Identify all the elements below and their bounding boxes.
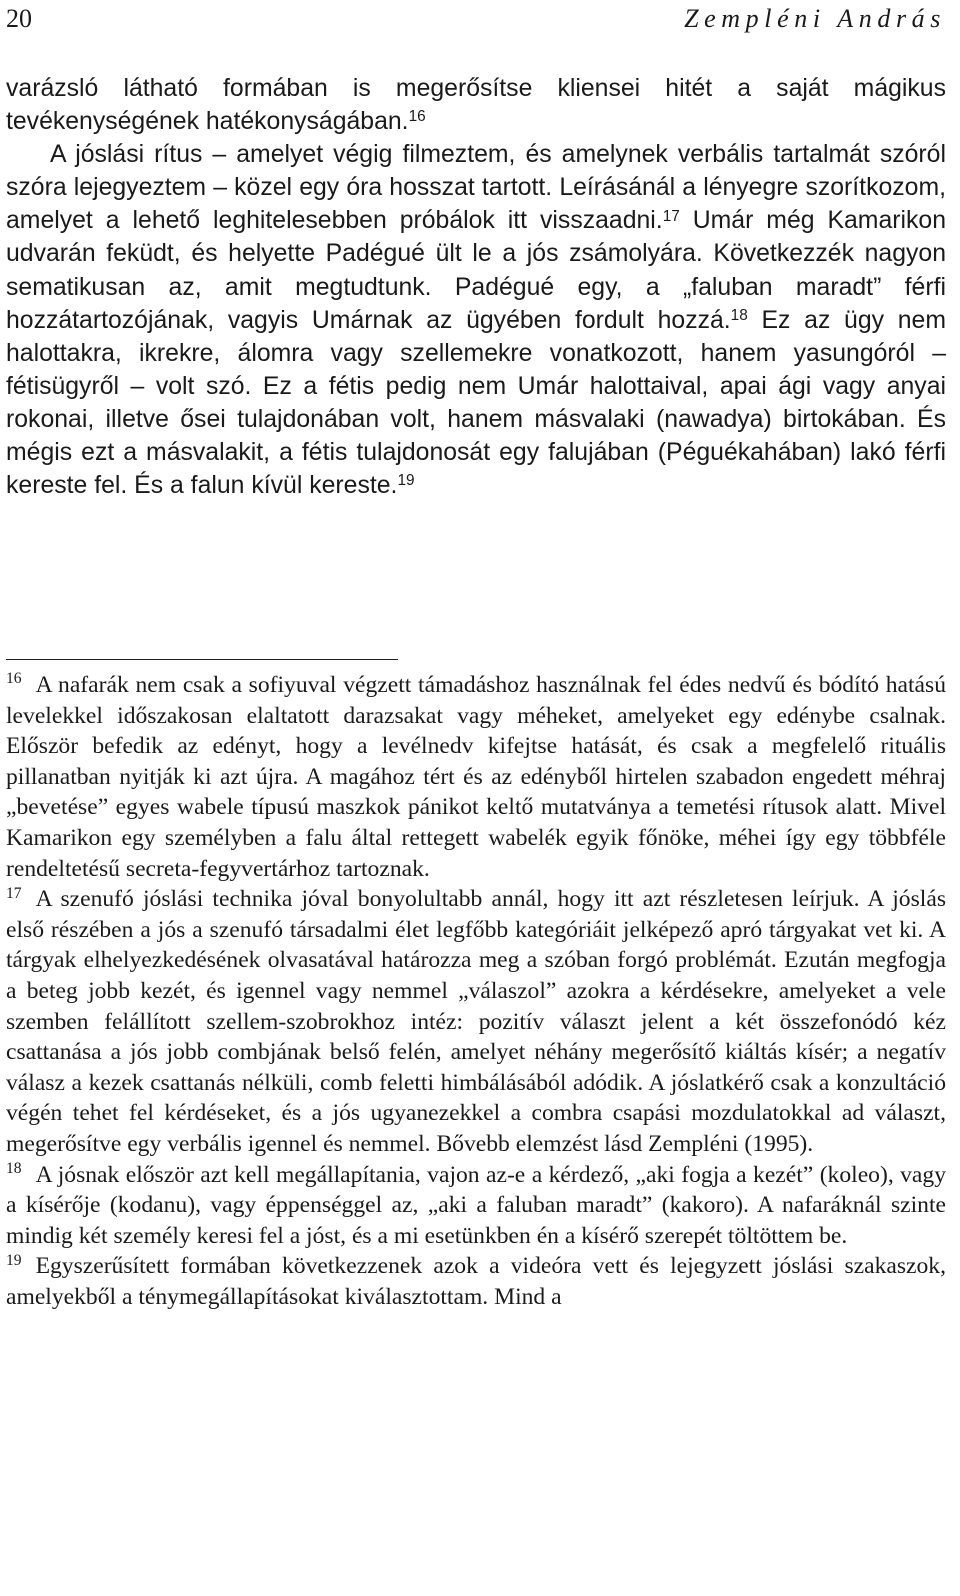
paragraph [6, 72, 946, 138]
footnote-reference[interactable]: 16 [408, 108, 426, 126]
footnote-number: 17 [6, 884, 22, 902]
footnote-text: A nafarák nem csak a sofiyuval végzett támadáshoz használnak fel édes nedvű és bódító hatású levelekkel időszakosan elaltatott darazsakat vagy méheket, amelyeket egy edénybe csalnak. Először befedik az edényt, hogy a levélnedv kifejtse hatását, és csak a megfelelő rituális pillanatban nyitják ki azt újra. A magához tért és az edényből hirtelen szabadon engedett méhraj „bevetése” egyes wabele típusú maszkok pánikot keltő mutatványa a temetési rítusok alatt. Mivel Kamarikon egy személyben a falu által rettegett wabelék egyik főnöke, méhei így egy többféle rendeltetésű secreta-fegyvertárhoz tartoznak. [6, 672, 946, 882]
footnotes [6, 670, 946, 1312]
paragraph-text: Ez az ügy nem halottakra, ikrekre, álomra vagy szellemekre vonatkozott, hanem yasungóról – fétisügyről – volt szó. Ez a fétis pedig nem Umár halottaival, apai ági vagy anyai rokonai, illetve ősei tulajdonában volt, hanem másvalaki (nawadya) birtokában. És mégis ezt a másvalakit, a fétis tulajdonosát egy falujában (Péguékahában) lakó férfi kereste fel. És a falun kívül kereste. [6, 306, 946, 500]
paragraph-text: Umár még Kamarikon udvarán feküdt, és helyette Padégué ült le a jós zsámolyára. Következzék nagyon sematikusan az, amit megtudtunk. Padégué egy, a „faluban maradt” férfi hozzátartozójának, vagyis Umárnak az ügyében fordult hozzá. [6, 207, 947, 334]
footnote-text: Egyszerűsített formában következzenek azok a videóra vett és lejegyzett jóslási szakaszok, amelyekből a ténymegállapításokat kiválasztottam. Mind a [6, 1253, 946, 1310]
footnote-number: 16 [6, 670, 22, 688]
main-text [6, 72, 946, 502]
paragraph [6, 138, 946, 502]
page-number: 20 [6, 4, 32, 33]
footnote-number: 18 [6, 1159, 22, 1177]
footnote-reference[interactable]: 17 [662, 207, 680, 225]
page-header [6, 4, 946, 34]
footnote [6, 1160, 946, 1252]
footnote [6, 884, 946, 1159]
footnote-text: A szenufó jóslási technika jóval bonyolultabb annál, hogy itt azt részletesen leírjuk. A jóslás első részében a jós a szenufó társadalmi élet legfőbb kategóriáit jelképező apró tárgyakat vet ki. A tárgyak elhelyezkedésének olvasatával határozza meg a szóban forgó problémát. Ezután megfogja a beteg jobb kezét, és igennel vagy nemmel „válaszol” azokra a kérdésekre, amelyeket a vele szemben felállított szellem-szobrokhoz intéz: pozitív választ jelent a két összefonódó kéz csattanása a jós jobb combjának belső felén, amelyet néhány megerősítő kiáltás kísér; a negatív válasz a kezek csattanás nélküli, comb feletti himbálásából adódik. A jóslatkérő csak a konzultáció végén tehet fel kérdéseket, és a jós ugyanezekkel a combra csapási mozdulatokkal ad választ, megerősítve egy verbális igennel és nemmel. Bővebb elemzést lásd Zempléni (1995). [6, 886, 946, 1157]
footnote-number: 19 [6, 1251, 22, 1269]
footnote-separator [6, 659, 398, 660]
footnote-reference[interactable]: 19 [397, 472, 415, 490]
footnote [6, 1251, 946, 1312]
footnote-reference[interactable]: 18 [730, 306, 748, 324]
footnote-text: A jósnak először azt kell megállapítania, vajon az-e a kérdező, „aki fogja a kezét” (koleo), vagy a kísérője (kodanu), vagy éppenséggel az, „aki a faluban maradt” (kakoro). A nafaráknál szinte mindig két személy keresi fel a jóst, és a mi esetünkben én a kísérő szerepét töltöttem be. [6, 1161, 946, 1249]
footnote [6, 670, 946, 884]
running-head-author: Zempléni András [684, 4, 946, 33]
paragraph-text: varázsló látható formában is megerősítse kliensei hitét a saját mágikus tevékenységének hatékonyságában. [6, 75, 946, 136]
paragraph-text: A jóslási rítus – amelyet végig filmeztem, és amelynek verbális tartalmát szóról szóra lejegyeztem – közel egy óra hosszat tartott. Leírásánál a lényegre szorítkozom, amelyet a lehető leghitelesebben próbálok itt visszaadni. [6, 141, 946, 235]
